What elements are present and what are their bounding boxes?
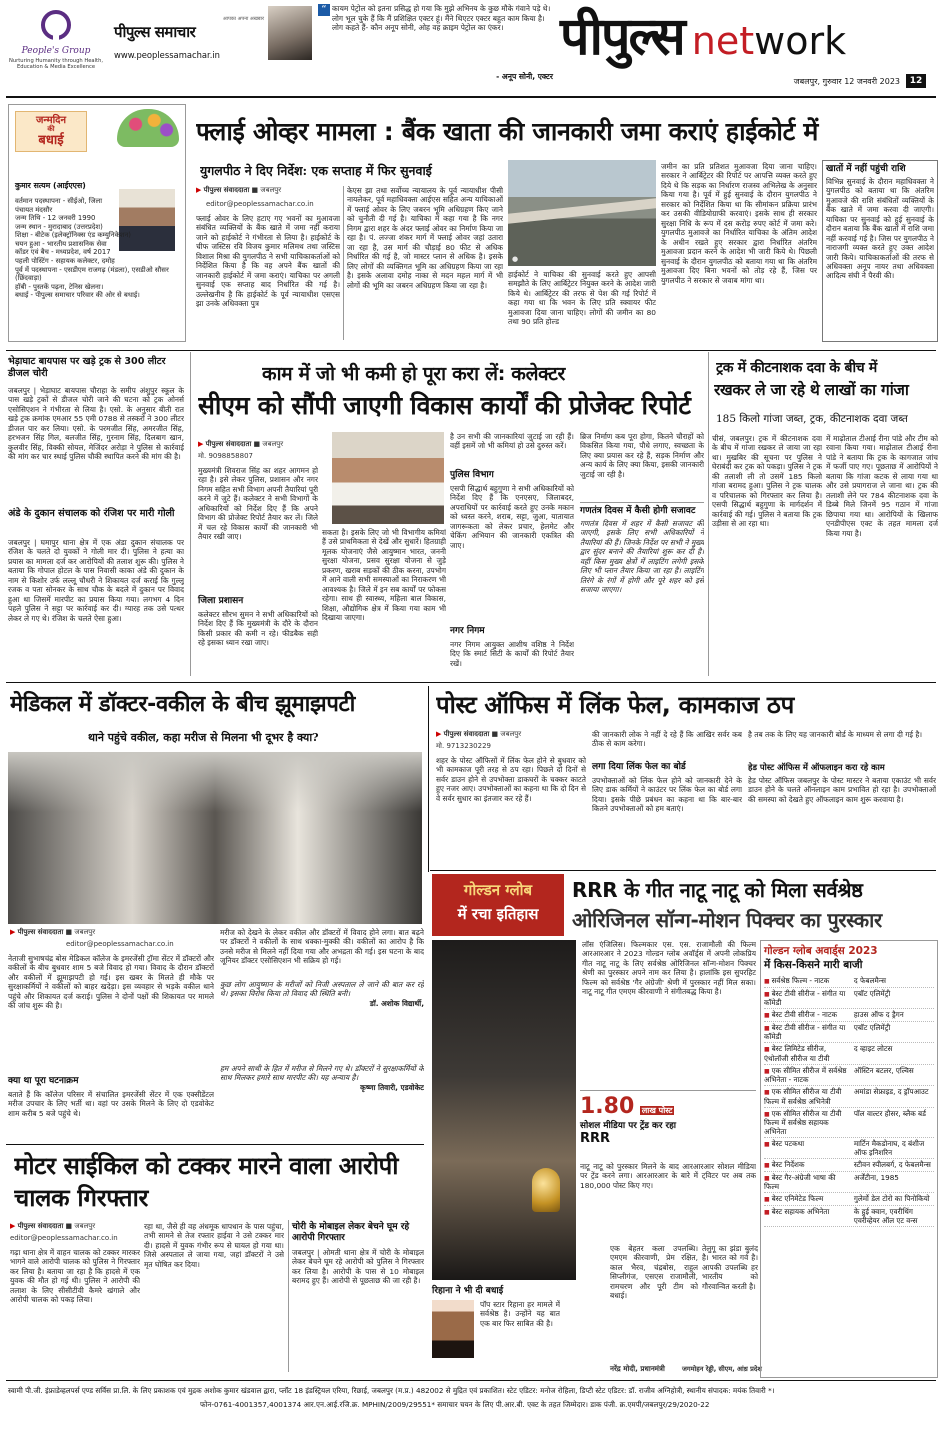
rrr-award-photo <box>432 940 576 1280</box>
award-row <box>764 1009 934 1022</box>
republic-day-title: गणतंत्र दिवस में कैसी होगी सजावट <box>580 506 696 516</box>
ganja-headline: रखकर ले जा रहे थे लाखों का गांजा <box>714 381 909 399</box>
ganja-subhead: 185 किलो गांजा जब्त, ट्रक, कीटनाशक दवा जब्त <box>716 413 908 425</box>
award-row <box>764 1022 934 1044</box>
award-category: ■ बेस्ट सहायक अभिनेता <box>764 1207 854 1225</box>
link-fail-title: लगा दिया लिंक फेल का बोर्ड <box>592 762 686 772</box>
award-category: ■ बेस्ट टीवी सीरीज - संगीत या कॉमेडी <box>764 989 854 1008</box>
collector-col2: सकता है। इसके लिए जो भी विभागीय कमियां हैं उसे प्राथमिकता से देखें और सुधारें। हितग्राही मूलक योजनाएं जैसे आयुष्मान भारत, जननी सुरक्षा योजना, प्रसव सुरक्षा योजना से जुड़े प्रकरण, खराब सड़कों की ठीक करना, उपभोग में आने वाली सभी समस्याओं का निराकरण भी आवश्यक है। जिले में इन सब कार्यों पर फोकस रहेगा। साथ ही स्वास्थ्य, महिला बाल विकास, शिक्षा, औद्योगिक क्षेत्र में किया गया काम भी दिखाया जाएगा। <box>322 528 446 623</box>
award-winner: एबॉट एलिमेंट्री <box>853 1022 891 1032</box>
greeting-body: पॉप स्टार रिहाना हर मामले में सर्वश्रेष्ठ है। उन्होंने यह बात एक बार फिर साबित की है। <box>480 1300 560 1328</box>
byline-marker-icon: ▶ <box>196 186 202 194</box>
collector-kicker: काम में जो भी कमी हो पूरा करा लें: कलेक्टर <box>262 363 565 385</box>
birthday-name: कुमार सत्यम (आईएएस) <box>15 181 86 190</box>
page-number: 12 <box>906 74 926 88</box>
birthday-box <box>8 104 186 342</box>
quote2-text: हम अपने साथी के हित में मरीज से मिलने गए थे। डॉक्टरों ने सुरक्षाकर्मियों के साथ मिलकर हमारे साथ मारपीट की। यह अन्याय है। <box>220 1064 424 1083</box>
detail-previous-posting: पूर्व में पदस्थापना - एसडीएम राजगढ़ (मंडला), एसडीओ सौसर (छिंदवाड़ा) <box>15 265 169 283</box>
golden-globe-tag <box>432 874 564 936</box>
col-divider <box>343 186 344 340</box>
award-winner: द व्हाइट लोटस <box>853 1044 893 1053</box>
birthday-title-2: की <box>47 125 55 133</box>
award-category: ■ एक सीमित सीरीज में सर्वश्रेष्ठ अभिनेता - नाटक <box>764 1066 854 1085</box>
masthead <box>0 0 945 98</box>
award-category: ■ सर्वश्रेष्ठ फिल्म - नाटक <box>764 976 854 986</box>
stat-value-line <box>580 1094 756 1119</box>
accounts-box-body: विभिन्न सुनवाई के दौरान महाधिवक्ता ने युगलपीठ को बताया था कि अंतरिम मुआवजे की राशि संबंधितों व्यक्तियों के बैंक खाते में जमा करवा दी जाएगी। याचिका पर सुनवाई को हुई सुनवाई के दौरान बताया कि बैंक खातों में राशि जमा नहीं करवाई गई है। जिस पर युगलपीठ ने नाराजगी व्यक्त करते हुए उक्त आदेश जारी किये। याचिकाकर्ताओं की तरफ से अधिवक्ता अनूप नायर तथा अधिवक्ता आदित्य संघी ने पैरवी की। <box>826 176 934 281</box>
collector-col4: ब्रिज निर्माण कब पूरा होगा, कितने चौराहों को विकसित किया गया, पौधे लगाए, स्वच्छता के लिए क्या प्रयास कर रहे हैं, सड़क निर्माण और अन्य कार्य के लिए क्या किया, इसकी जानकारी जुटाई जा रही है। <box>580 432 704 479</box>
awards-box <box>760 940 938 1378</box>
egg-shop-title: अंडे के दुकान संचालक को रंजिश पर मारी गोली <box>8 508 175 519</box>
award-row <box>764 1172 934 1194</box>
newspaper-name: पीपुल्स समाचार <box>114 23 196 41</box>
collector-col1b: कलेक्टर सौरभ सुमन ने सभी अधिकारियों को निर्देश दिए हैं कि मुख्यमंत्री के दौरे के दौरान किसी प्रकार की कमी न रहे। फीडबैक सही रहे इसका ध्यान रखा जाए। <box>198 610 318 648</box>
award-row <box>764 1138 934 1159</box>
quote1-author: डॉ. अशोक विद्यार्थी, <box>369 998 424 1008</box>
award-category: ■ एक सीमित सीरीज या टीवी फिल्म में सर्वश्रेष्ठ अभिनेत्री <box>764 1087 854 1106</box>
newspaper-logo <box>114 16 264 60</box>
medical-subhead: थाने पहुंचे वकील, कहा मरीज से मिलना भी दूभर है क्या? <box>88 731 319 744</box>
phone-theft-body: जबलपुर | ओमती थाना क्षेत्र में चोरी के मोबाइल लेकर बेचने घूम रहे आरोपी को पुलिस ने गिरफ्तार कर लिया है। आरोपी के पास से 10 मोबाइल बरामद हुए हैं। आरोपी से पूछताछ की जा रही है। <box>292 1248 424 1286</box>
head-office-body: हेड पोस्ट ऑफिस जबलपुर के पोस्ट मास्टर ने बताया एकाउंट भी सर्वर डाउन होने के चलते ऑनलाइन काम प्रभावित हो रहा है। उपभोक्ताओं की समस्या को देखते हुए ऑफलाइन काम शुरू करवाया है। <box>748 776 936 804</box>
award-winner: पॉल वाल्टर हौसर, ब्लैक बर्ड <box>853 1108 926 1118</box>
byline-marker-icon: ▶ <box>10 1222 16 1230</box>
municipal-title: नगर निगम <box>450 626 485 636</box>
byline-reporter: पीपुल्स संवाददाता <box>17 928 64 936</box>
byline-place: जबलपुर <box>500 730 522 738</box>
section-rule <box>6 350 936 351</box>
motorcycle-col2: रहा था, जैसे ही वह अंधमूक धापधान के पास पहुंचा, तभी सामने से तेज रफ्तार हाईवा ने उसे टक्कर मार दी। हादसे में युवक गंभीर रूप से घायल हो गया था। जिसे अस्पताल ले जाया गया, जहां डॉक्टरों ने उसे मृत घोषित कर दिया। <box>144 1222 284 1269</box>
quote-text: कायम पेट्रोल को इतना प्रसिद्ध हो गया कि मुझे अभिनय के कुछ मौके गंवाने पड़े थे। लोग भूल चुके हैं कि मैं प्रशिक्षित एक्टर हूं। मैंने थिएटर एक्टर बहुत काम किया है। लोग कहते हैं- कौन अनूप सोनी, ओह वह क्राइम पेट्रोल का एंकर। <box>332 4 551 33</box>
link-fail-body: उपभोक्ताओं को लिंक फेल होने को जानकारी देने के लिए डाक कर्मियों ने काउंटर पर लिंक फेल का बोर्ड लगा दिया। इसके पीछे प्रबंधन का कहना था कि बार-बार कितने उपभोक्ताओं को हम बताएं। <box>592 776 742 814</box>
motorcycle-email[interactable]: editor@peoplessamachar.co.in <box>10 1234 118 1242</box>
detail-hobby: हॉबी - पुस्तकें पढ़ना, टेनिस खेलना। <box>15 282 104 291</box>
medical-col2: मरीज को देखने के लेकर वकील और डॉक्टरों में विवाद होने लगा। बात बढ़ने पर डॉक्टरों ने वकीलों के साथ धक्का-मुक्की की। वकीलों का आरोप है कि उनसे मरीज से मिलने नहीं दिया गया और अभद्रता की गई। इस घटना के बाद जूनियर डॉक्टर एसोसिएशन भी सक्रिय हो गई। <box>220 928 424 966</box>
award-row <box>764 1043 934 1065</box>
peoples-group-logo <box>6 8 106 88</box>
col-divider <box>428 686 429 872</box>
group-tagline: Nurturing Humanity through Health, Education & Media Excellence <box>8 58 104 71</box>
flyover-byline: ▶ पीपुल्स संवाददाता ■ जबलपुर <box>196 186 282 194</box>
postoffice-col3: है तब तक के लिए यह जानकारी बोर्ड के माध्यम से लगा दी गई है। <box>748 730 923 739</box>
award-category: ■ बेस्ट पटकथा <box>764 1139 854 1157</box>
section-brand <box>560 2 940 72</box>
byline-place: जबलपुर <box>74 928 96 936</box>
diesel-theft-title: भेड़ाघाट बायपास पर खड़े ट्रक से 300 लीटर डीजल चोरी <box>8 356 166 379</box>
award-winner: मार्टिन मैकडोनाघ, द बंशीज ऑफ इनिशरिन <box>853 1139 925 1157</box>
dateline: जबलपुर, गुरुवार 12 जनवरी 2023 <box>793 77 900 86</box>
award-row <box>764 988 934 1010</box>
postoffice-col1: शहर के पोस्ट ऑफिसों में लिंक फेल होने से बुधवार को भी कामकाज पूरी तरह से ठप रहा। पिछले दो दिनों से सर्वर डाउन होने से उपभोक्ता डाकघरों के चक्कर काटते हुए नजर आए। उपभोक्ताओं का कहना था कि दो दिन से वे सर्वर सुधार का इंतजार कर रहे हैं। <box>436 756 586 803</box>
postoffice-headline: पोस्ट ऑफिस में लिंक फेल, कामकाज ठप <box>436 691 794 719</box>
footer-imprint: स्वामी पी.जी. इंफ्राडेव्हलपर्स एण्ड सर्विस प्रा.लि. के लिए प्रकाशक एवं मुद्रक अशोक कुमार खंडवाल द्वारा, प्लॉट 18 इंडस्ट्रियल एरिया, रिछाई, जबलपुर (म.प्र.) 482002 से मुद्रित एवं प्रकाशित। स्टेट एडिटर: मनोज रोहिला, डिप्टी स्टेट एडिटर: डॉ. राजीव अग्निहोत्री, स्थानीय संपादक: मयंक तिवारी *। <box>8 1386 775 1395</box>
head-office-title: हेड पोस्ट ऑफिस में ऑफलाइन करा रहे काम <box>748 762 885 772</box>
award-row <box>764 1108 934 1139</box>
detail-dob: जन्म तिथि - 12 जनवरी 1990 <box>15 214 96 223</box>
actor-photo <box>268 6 312 60</box>
section-rule <box>6 682 936 683</box>
egg-shop-body: जबलपुर | घमापुर थाना क्षेत्र में एक अंडा दुकान संचालक पर रंजिश के चलते दो युवकों ने गोली मार दी। पुलिस ने हत्या का प्रयास का मामला दर्ज कर आरोपियों की तलाश शुरू की। पुलिस ने बताया कि गोपाल होटल के पास निवासी काका अंडे की दुकान के नाम से किशोर उर्फ लल्लू चौधरी ने शिकायत दर्ज कराई कि गुल्लू रजक व पता सोनकर के साथ चौक के बदले में दुकान पर विवाद हुआ था जिसमें मारपीट का प्रयास किया गया। लगभग 4 दिन पहले पुलिस ने सट्टा पर कार्रवाई कर दी। ग्यारह तक उसे पत्थर लेकर ले गए थे। रंजिश के चलते ऐसा हुआ। <box>8 538 184 623</box>
tag-line-1: गोल्डन ग्लोब <box>463 881 533 899</box>
rrr-stat-body: नाटू नाटू को पुरस्कार मिलने के बाद आरआरआर सोशल मीडिया पर ट्रेंड करने लगा। आरआरआर के बारे में ट्विटर पर अब तक 180,000 पोस्ट किए गए। <box>580 1162 756 1190</box>
motorcycle-byline: ▶ पीपुल्स संवाददाता ■ जबलपुर <box>10 1222 96 1230</box>
masthead-rule <box>6 96 936 98</box>
quote-icon: “ <box>318 4 330 16</box>
award-winner: अर्जेंटीना, 1985 <box>853 1172 899 1182</box>
awards-subtitle: में किस-किसने मारी बाजी <box>764 959 863 971</box>
flyover-col2: केएस झा तथा सर्वोच्च न्यायालय के पूर्व न्यायाधीश पीसी नायलेकर, पूर्व महाधिवक्ता आईएस सहित अन्य याचिकाओं में फ्लाई ओवर के लिए जबरन भूमि अधिग्रहण किए जाने को चुनौती दी गई है। याचिका में कहा गया है कि नगर निगम द्वारा शहर के अंदर फ्लाई ओवर का निर्माण किया जा रहा है। पं. लज्जा शंकर मार्ग में फ्लाई ओवर जहां उतारा जा रहा है, उस मार्ग की चौड़ाई 80 फीट से अधिक निर्धारित की गई है, जो मास्टर प्लान से अधिक है। इसके लिए लोगों की व्यक्तिगत भूमि का अधिग्रहण किया जा रहा है। इसके अलावा दमोह नाका से मदन महल मार्ग में भी लोगों की भूमि का जबरन अधिग्रहण किया जा रहा है। <box>347 186 503 290</box>
ganja-kicker: ट्रक में कीटनाशक दवा के बीच में <box>716 360 878 376</box>
quote-box <box>318 4 553 90</box>
collector-col3c: नगर निगम आयुक्त आशीष वशिष्ठ ने निर्देश दिए कि स्मार्ट सिटी के कार्यों की रिपोर्ट तैयार रखें। <box>450 640 574 668</box>
award-category: ■ बेस्ट टीवी सीरीज - नाटक <box>764 1010 854 1020</box>
award-winner: द फेबलमैन्स <box>853 976 886 985</box>
byline-marker-icon: ▶ <box>436 730 442 738</box>
detail-posting: वर्तमान पदस्थापना - सीईओ, जिला पंचायत मंदसौर <box>15 197 102 214</box>
republic-day-body: गणतंत्र दिवस में शहर में कैसी सजावट की जाएगी, इसके लिए सभी अधिकारियों ने तैयारियां की हैं। जिनके निर्देश पर सभी ने मुख्य द्वार सुंदर बनाने की तैयारियां शुरू कर दी है। वहीं किस मुख्य क्षेत्रों में लाइटिंग लगेगी इसके लिए भी प्लान तैयार किया जा रहा है। लाइटिंग तिरंगे के रंगों में होगी और पूरे शहर को इसे सजाया जाएगा। <box>580 518 704 595</box>
detail-wishes: बधाई - पीपुल्स समाचार परिवार की ओर से बधाई। <box>15 291 140 300</box>
rihanna-photo <box>432 1300 474 1358</box>
rihanna-box <box>432 1286 604 1376</box>
greeting-title: रिहाना ने भी दी बधाई <box>432 1286 504 1296</box>
col-divider <box>288 1220 289 1372</box>
cm-byline: जगमोहन रेड्डी, सीएम, आंध्र प्रदेश <box>682 1365 762 1373</box>
collector-mobile: मो. 9098858807 <box>198 452 253 460</box>
award-category: ■ बेस्ट एनिमेटेड फिल्म <box>764 1194 854 1204</box>
flyover-headline: फ्लाई ओव्हर मामला : बैंक खाता की जानकारी जमा कराएं हाईकोर्ट में <box>196 117 818 146</box>
photo-credit: ● <box>512 255 519 263</box>
collector-byline: ▶ पीपुल्स संवाददाता ■ जबलपुर <box>198 440 284 448</box>
byline-reporter: पीपुल्स संवाददाता <box>203 186 250 194</box>
detail-first-posting: पहली पोस्टिंग - सहायक कलेक्टर, दमोह <box>15 256 115 265</box>
rrr-headline-2: ओरिजिनल सॉन्ग-मोशन पिक्चर का पुरस्कार <box>572 908 882 932</box>
award-winner: हाउस ऑफ द ड्रैगन <box>853 1010 904 1019</box>
footer-rule <box>6 1380 936 1381</box>
detail-selection: चयन हुआ - भारतीय प्रशासनिक सेवा <box>15 239 107 248</box>
rrr-col3: तेलुगू का झंडा बुलंद है। भारत को गर्व है। आपकी उपलब्धि हर भारतीय को गौरवान्वित करती है। <box>702 1244 758 1291</box>
diesel-theft-body: जबलपुर | भेड़ाघाट बायपास चौराहा के समीप अंशुपुर स्कूल के पास खड़े ट्रकों से डीजल चोरी जाने की घटना को ट्रक ओनर्स एसोसिएशन ने गंभीरता से लिया है। एसो. के अनुसार बीती रात खड़े ट्रक क्रमांक एमआर 55 एमी 0788 से तस्करों ने 300 लीटर डीजल पार कर लिया। एसो. के परमजीत सिंह, अमरजीत सिंह, हरभजन सिंह गिल, बलजीत सिंह, गुरनाम सिंह, दिलबाग खान, कुलवीर सिंह, विक्की सोयल, मेजिंदर अरोड़ा ने पुलिस से कार्रवाई की मांग कर चार स्थाई पुलिस चौकी स्थापित करने की मांग की है। <box>8 386 184 462</box>
birthday-title <box>15 111 87 152</box>
quote2-author: कृष्णा तिवारी, एडवोकेट <box>360 1082 424 1092</box>
award-row <box>764 1193 934 1206</box>
postoffice-col2: की जानकारी लोक ने नहीं दे रहे हैं कि आखिर सर्वर कब ठीक से काम करेगा। <box>592 730 742 749</box>
medical-col1b: बताते हैं कि कॉलेज परिसर में संचालित इमरजेंसी सेंटर में एक एक्सीडेंटल मरीज उपचार के लिए भर्ती था। वहां पर उसके मिलने के लिए दो एडवोकेट शाम करीब 5 बजे पहुंचे थे। <box>8 1090 214 1118</box>
flyover-photo <box>508 160 656 266</box>
pm-byline: नरेंद्र मोदी, प्रधानमंत्री <box>610 1364 665 1373</box>
ganja-col2: में माढ़ोताल टीआई रीना पांडे और टीम को रवाना किया गया। माढ़ोताल टीआई रीना पांडे ने बताया कि ट्रक के कागजात जांच में फर्जी पाए गए। पूछताछ में आरोपियों ने बताया कि गांजा कटक से लाया गया था और उसे प्रयागराज ले जाना था। ट्रक की तलाशी लेने पर 784 कीटनाशक दवा के डिब्बे मिले जिनमें 95 गठान में गांजा छिपाया गया था। आरोपियों के खिलाफ एनडीपीएस एक्ट के तहत मामला दर्ज किया गया है। <box>826 434 938 538</box>
medical-email[interactable]: editor@peoplessamachar.co.in <box>66 940 174 948</box>
group-name: People's Group <box>21 46 91 56</box>
flower-bouquet-icon <box>117 109 179 147</box>
award-category: ■ एक सीमित सीरीज या टीवी फिल्म में सर्वश्रेष्ठ सहायक अभिनेता <box>764 1109 854 1137</box>
medical-byline: ▶ पीपुल्स संवाददाता ■ जबलपुर <box>10 928 96 936</box>
rrr-col2: एक बेहतर कला उपलब्धि। एमएम कीरवाणी, प्रेम रक्षित, काल भैरव, चंद्रबोस, राहुल सिप्लीगंज, एसएस राजामौली, रामचरण और पूरी टीम को बधाई। <box>610 1244 698 1301</box>
stat-value: 1.80 <box>580 1094 635 1119</box>
award-category: ■ बेस्ट निर्देशक <box>764 1160 854 1170</box>
newspaper-tag: आपका अपना अखबार <box>222 16 264 22</box>
detail-birthplace: जन्म स्थान - मुरादाबाद (उत्तरप्रदेश) <box>15 222 103 231</box>
award-winner: स्टीवन स्पीलबर्ग, द फेबलमैन्स <box>853 1160 931 1169</box>
brand-net: net <box>691 19 755 63</box>
accounts-box <box>822 160 938 342</box>
byline-marker-icon: ▶ <box>198 440 204 448</box>
postoffice-byline: ▶ पीपुल्स संवाददाता ■ जबलपुर <box>436 730 522 738</box>
byline-place: जबलपुर <box>74 1222 96 1230</box>
motorcycle-headline: मोटर साईकिल को टक्कर मारने वाला आरोपी चालक गिरफ्तार <box>14 1152 399 1212</box>
section-rule <box>6 1144 424 1145</box>
birthday-title-3: बधाई <box>38 132 64 148</box>
trophy-icon <box>532 1168 560 1212</box>
award-winner: ऑस्टिन बटलर, एल्विस <box>853 1065 914 1075</box>
byline-place: जबलपुर <box>260 186 282 194</box>
rrr-stat-box <box>580 1090 756 1160</box>
cm-photo <box>332 432 444 524</box>
detail-education: शिक्षा - बीटेक (इलेक्ट्रॉनिक्स एंड कम्युनिकेशन) <box>15 231 131 240</box>
flyover-subhead: युगलपीठ ने दिए निर्देश: एक सप्ताह में फिर सुनवाई <box>200 163 432 178</box>
award-winner: गुलेर्मो डेल टोरो का पिनोकियो <box>853 1194 930 1203</box>
republic-day-box <box>580 502 704 676</box>
flyover-photo-caption: हाईकोर्ट ने याचिका की सुनवाई करते हुए आपसी समझौते के लिए आर्बिट्रेटर नियुक्त करने के आदेश जारी किये थे। आर्बिट्रेटर की तरफ से पेश की गई रिपोर्ट में कहा गया था कि भवन के लिए प्रति स्क्वायर फीट मुआवजा दिया जाना चाहिए। लोगों की जमीन का 80 तथा 90 प्रति होल्ड <box>508 270 656 327</box>
collector-col3b: एसपी सिद्धार्थ बहुगुणा ने सभी अधिकारियों को निर्देश दिए हैं कि एनएसए, जिलाबदर, अपराधियों पर कार्रवाई करते हुए उनके मकान को ध्वस्त करने, शराब, सट्टा, जुआ, यातायात जागरूकता को लेकर प्रचार, हेलमेट और चेकिंग अभियान की जानकारी एकत्रित की जाए। <box>450 484 574 550</box>
medical-headline: मेडिकल में डॉक्टर-वकील के बीच झूमाझपटी <box>10 692 356 717</box>
byline-reporter: पीपुल्स संवाददाता <box>205 440 252 448</box>
award-row <box>764 1159 934 1172</box>
detail-cadre: कॉडर एवं बैच - मध्यप्रदेश, वर्ष 2017 <box>15 248 111 257</box>
col-divider <box>708 352 709 676</box>
award-winner: के हुई क्वान, एवरीथिंग एवरीव्हेयर ऑल एट वन्स <box>853 1206 918 1225</box>
stat-line2: RRR <box>580 1131 611 1146</box>
section-rule <box>430 870 936 871</box>
award-row <box>764 975 934 988</box>
tag-line-2: में रचा इतिहास <box>457 905 539 923</box>
quote-author: - अनूप सोनी, एक्टर <box>496 72 553 81</box>
birthday-details <box>15 197 181 300</box>
collector-col3: है उन सभी की जानकारियां जुटाई जा रही हैं। वहीं इसमें जो भी कमियां हो उसे दुरुस्त करें। <box>450 432 574 451</box>
col-divider <box>190 352 191 676</box>
website[interactable]: www.peoplessamachar.in <box>114 50 220 60</box>
birthday-title-1: जन्मदिन <box>35 115 67 126</box>
awards-list <box>764 975 934 1227</box>
award-row <box>764 1086 934 1108</box>
collector-headline: सीएम को सौंपी जाएगी विकास कार्यों की प्रोजेक्ट रिपोर्ट <box>198 391 691 420</box>
stat-unit: लाख पोस्ट <box>641 1106 673 1115</box>
award-row <box>764 1206 934 1227</box>
district-admin-title: जिला प्रशासन <box>198 596 244 606</box>
award-row <box>764 1065 934 1087</box>
flyover-col1: फ्लाई ओवर के लिए हटाए गए भवनों का मुआवजा संबंधित व्यक्तियों के बैंक खाते में जमा नहीं कराया जाने को हाईकोर्ट ने गंभीरता से लिया है। हाईकोर्ट के चीफ जस्टिस रवि विजय कुमार मलिमथ तथा जस्टिस विशाल मिश्रा की युगलपीठ ने सभी याचिकाकर्ताओं को निर्देशित किया है कि वह अपने बैंक खातों की जानकारी हाईकोर्ट में जमा कराएं। याचिका पर अगली सुनवाई एक सप्ताह बाद निर्धारित की गई है। उल्लेखनीय है कि हाईकोर्ट के पूर्व न्यायाधीश एसएस झा उनके अधिवक्ता पुत्र <box>196 214 340 309</box>
award-winner: एबॉट एलिमेंट्री <box>853 988 891 998</box>
awards-title: गोल्डन ग्लोब अवार्ड्स 2023 <box>764 945 878 957</box>
medical-quote2 <box>220 1064 424 1138</box>
brand-main: पीपुल्स <box>560 7 684 67</box>
award-category: ■ बेस्ट लिमिटेड सीरीज, एंथोलॉजी सीरीज या टीवी <box>764 1044 854 1063</box>
award-category: ■ बेस्ट टीवी सीरीज - संगीत या कॉमेडी <box>764 1023 854 1042</box>
stat-line1: सोशल मीडिया पर ट्रेंड कर रहा <box>580 1121 677 1131</box>
motorcycle-col1: गढ़ा थाना क्षेत्र में वाहन चालक को टक्कर मारकर भागने वाले आरोपी चालक को पुलिस ने गिरफ्तार कर लिया है। बताया जा रहा है कि हादसे में एक युवक की मौत हो गई थी। पुलिस ने आरोपी की तलाश के लिए सीसीटीवी कैमरे खंगाले और आरोपी चालक को पकड़ लिया। <box>10 1248 140 1305</box>
rrr-body: लॉस एंजिलिस। फिल्मकार एस. एस. राजामौली की फिल्म आरआरआर ने 2023 गोल्डन ग्लोब अवॉर्ड्स में अपनी लोकप्रिय गीत नाटू नाटू के लिए सर्वश्रेष्ठ ओरिजिनल सॉन्ग-मोशन पिक्चर श्रेणी का पुरस्कार अपने नाम कर लिया है। हालांकि इस सुपरहिट फिल्म को सर्वश्रेष्ठ 'गैर अंग्रेजी' श्रेणी में पुरस्कार नहीं मिल सका। नाटू नाटू गीत एमएम कीरवाणी ने संगीतबद्ध किया है। <box>582 940 756 997</box>
byline-reporter: पीपुल्स संवाददाता <box>443 730 490 738</box>
award-category: ■ बेस्ट गैर-अंग्रेजी भाषा की फिल्म <box>764 1173 854 1192</box>
rrr-headline-1: RRR के गीत नाटू नाटू को मिला सर्वश्रेष्ठ <box>572 878 863 902</box>
medical-col1: नेताजी सुभाषचंद्र बोस मेडिकल कॉलेज के इमरजेंसी ट्रॉमा सेंटर में डॉक्टरों और वकीलों के बीच बुधवार शाम 5 बजे विवाद हो गया। विवाद के दौरान डॉक्टरों और वकीलों में झूमाझपटी हो गई। इस खबर के मिलते ही मौके पर सुरक्षाकर्मियों ने वकीलों को बाहर खदेड़ा। इस व्यवहार से भड़के वकील थाने पहुंचे और शिकायत दर्ज कराई। पुलिस ने दोनों पक्षों की शिकायत पर मामले की जांच शुरू की है। <box>8 954 214 1011</box>
award-winner: अमांडा सेफ्राइड, द ड्रॉपआउट <box>853 1087 929 1096</box>
phone-theft-title: चोरी के मोबाइल लेकर बेचने घूम रहे आरोपी गिरफ्तार <box>292 1222 410 1243</box>
footer-contact: फोन-0761-4001357,4001374 आर.एन.आई.रजि.क्र. MPHIN/2009/29551* समाचार चयन के लिए पी.आर.बी. एक्ट के तहत जिम्मेदार। डाक पंजी. क्र.एमपी/जबलपुर/29/2020-22 <box>200 1400 710 1409</box>
byline-marker-icon: ▶ <box>10 928 16 936</box>
byline-reporter: पीपुल्स संवाददाता <box>17 1222 64 1230</box>
group-emblem-icon <box>39 8 73 42</box>
brand-work: work <box>754 19 847 63</box>
flyover-col4: जमीन का प्रति प्रतिशत मुआवजा दिया जाना चाहिए। सरकार ने आर्बिट्रेटर की रिपोर्ट पर आपत्ति व्यक्त करते हुए दिये थे कि सड़क का निर्धारण राजस्व अभिलेख के अनुसार किया गया है। पूर्व में हुई सुनवाई के दौरान युगलपीठ ने सरकार को निर्देशित किया था कि सीमांकन प्रक्रिया प्रारंभ कर उसकी वीडियोग्राफी करवाएं। इसके साथ ही सरकार सुरक्षा निधि के रूप में दस करोड़ रुपए कोर्ट में जमा करे। युगलपीठ मुआवजे का निर्धारित याचिका के अंतिम आदेश के अधीन रखते हुए सरकार द्वारा निर्धारित अंतरिम मुआवजा प्रदान करने के आदेश भी जारी किये थे। पिछली सुनवाई के दौरान युगलपीठ को बताया गया था कि अंतरिम मुआवजा दिए बिना भवनों को तोड़ रहे हैं, जिस पर युगलपीठ ने सरकार से जवाब मांगा था। <box>661 162 817 285</box>
police-dept-title: पुलिस विभाग <box>450 470 494 480</box>
ganja-col1: चीसं, जबलपुर। ट्रक में कीटनाशक दवा के बीच में गांजा रखकर ले जाया जा रहा था। मुखबिर की सूचना पर पुलिस ने घेराबंदी कर ट्रक को पकड़ा। पुलिस ने ट्रक की तलाशी ली तो उसमें 185 किलो गांजा बरामद हुआ। पुलिस ने ट्रक चालक व परिचालक को गिरफ्तार कर लिया है। एसपी सिद्धार्थ बहुगुणा के मार्गदर्शन में कार्रवाई की गई। पुलिस ने बताया कि ट्रक उड़ीसा से आ रहा था। <box>712 434 822 529</box>
medical-quote1 <box>220 980 424 1062</box>
postoffice-mobile: मो. 9713230229 <box>436 742 491 750</box>
byline-place: जबलपुर <box>262 440 284 448</box>
quote1-text: कुछ लोग आयुष्मान के मरीजों को निजी अस्पताल ले जाने की बात कर रहे थे। इसका विरोध किया तो विवाद की स्थिति बनी। <box>220 980 424 999</box>
medical-what-title: क्या था पूरा घटनाक्रम <box>8 1076 79 1086</box>
collector-col1: मुख्यमंत्री शिवराज सिंह का शहर आगमन हो रहा है। इसे लेकर पुलिस, प्रशासन और नगर निगम सहित सभी विभाग अपनी तैयारियां पूरी करने में जुटे हैं। कलेक्टर ने सभी विभागों के अधिकारियों को निर्देश दिए हैं कि अपने विभाग की प्रोजेक्ट रिपोर्ट तैयार कर लें। जिले में चल रहे विकास कार्यों की जानकारी भी तैयार रखी जाए। <box>198 466 318 542</box>
accounts-box-title: खातों में नहीं पहुंची राशि <box>826 164 906 174</box>
medical-photo <box>8 752 422 924</box>
flyover-email[interactable]: editor@peoplessamachar.co.in <box>206 200 314 208</box>
